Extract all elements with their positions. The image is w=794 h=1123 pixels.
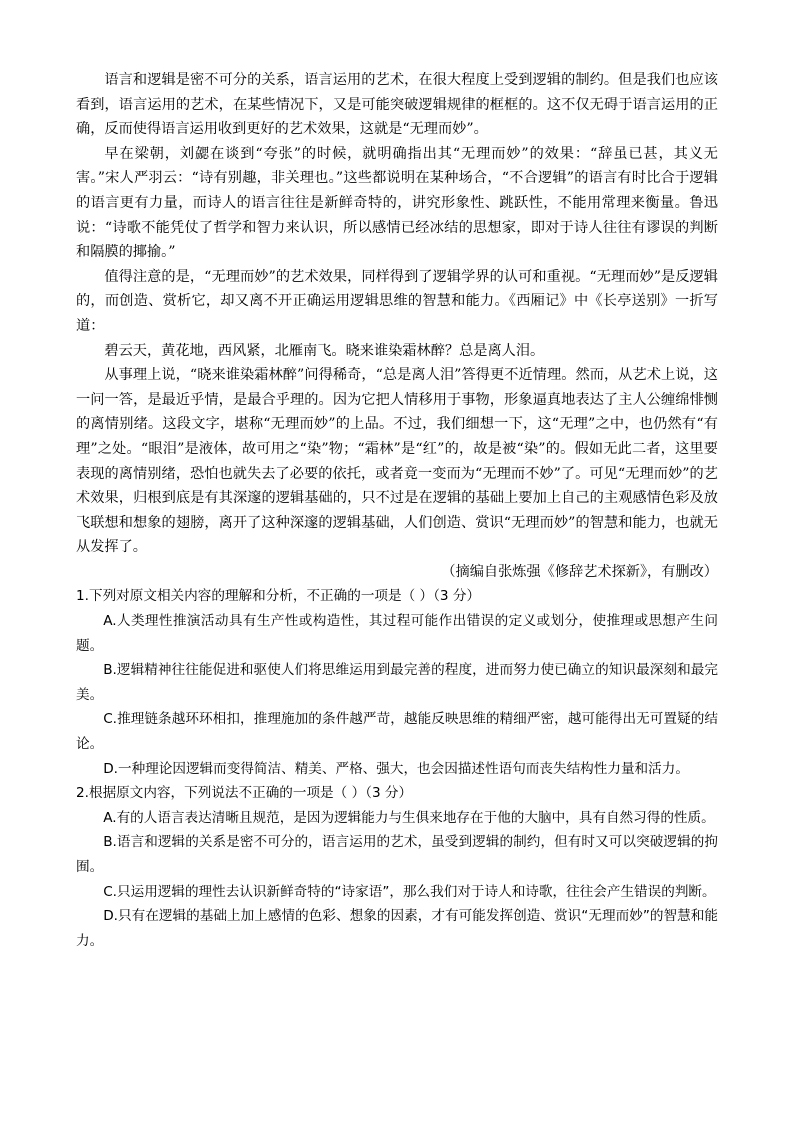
option-a: A.有的人语言表达清晰且规范，是因为逻辑能力与生俱来地存在于他的大脑中，具有自然习得的性质。	[103, 809, 715, 826]
source-citation: （摘编自张炼强《修辞艺术探新》，有删改）	[441, 563, 718, 580]
question-1	[76, 584, 718, 781]
document-page	[76, 68, 718, 953]
question-stem: 1.下列对原文相关内容的理解和分析，不正确的一项是（ ）（3 分）	[76, 588, 481, 605]
option-c: C.只运用逻辑的理性去认识新鲜奇特的“诗家语”，那么我们对于诗人和诗歌，往往会产生错误的判断。	[103, 883, 716, 900]
question-2	[76, 781, 718, 953]
question-stem: 2.根据原文内容，下列说法不正确的一项是（ ）（3 分）	[76, 785, 413, 802]
option-d: D.只有在逻辑的基础上加上感情的色彩、想象的因素，才有可能发挥创造、赏识“无理而妙”的智慧和能力。	[76, 908, 718, 949]
passage-paragraph-3: 值得注意的是，“无理而妙”的艺术效果，同样得到了逻辑学界的认可和重视。“无理而妙”是反逻辑的，而创造、赏析它，却又离不开正确运用逻辑思维的智慧和能力。《西厢记》中《长亭送别》一折写道：	[76, 268, 718, 334]
passage-paragraph-1: 语言和逻辑是密不可分的关系，语言运用的艺术，在很大程度上受到逻辑的制约。但是我们也应该看到，语言运用的艺术，在某些情况下，又是可能突破逻辑规律的框框的。这不仅无碍于语言运用的正确，反而使得语言运用收到更好的艺术效果，这就是“无理而妙”。	[76, 72, 718, 138]
option-b: B.逻辑精神往往能促进和驱使人们将思维运用到最完善的程度，进而努力使已确立的知识最深刻和最完美。	[76, 662, 718, 703]
option-b: B.语言和逻辑的关系是密不可分的，语言运用的艺术，虽受到逻辑的制约，但有时又可以突破逻辑的拘囿。	[76, 834, 718, 875]
option-c: C.推理链条越环环相扣，推理施加的条件越严苛，越能反映思维的精细严密，越可能得出无可置疑的结论。	[76, 711, 718, 753]
option-d: D.一种理论因逻辑而变得简洁、精美、严格、强大，也会因描述性语句而丧失结构性力量和活力。	[103, 760, 689, 777]
passage-paragraph-2: 早在梁朝，刘勰在谈到“夸张”的时候，就明确指出其“无理而妙”的效果：“辞虽已甚，其义无害。”宋人严羽云：“诗有别趣，非关理也。”这些都说明在某种场合，“不合逻辑”的语言有时比合于逻辑的语言更有力量，而诗人的语言往往是新鲜奇特的，讲究形象性、跳跃性，不能用常理来衡量。鲁迅说：“诗歌不能凭仗了哲学和智力来认识，所以感情已经冰结的思想家，即对于诗人往往有谬误的判断和隔膜的揶揄。”	[76, 145, 718, 261]
poem-quote: 碧云天，黄花地，西风紧，北雁南飞。晓来谁染霜林醉？总是离人泪。	[104, 342, 545, 359]
option-a: A.人类理性推演活动具有生产性或构造性，其过程可能作出错误的定义或划分，使推理或思想产生问题。	[76, 613, 718, 654]
passage-paragraph-5: 从事理上说，“晓来谁染霜林醉”问得稀奇，“总是离人泪”答得更不近情理。然而，从艺术上说，这一问一答，是最近乎情，是最合乎理的。因为它把人情移用于事物，形象逼真地表达了主人公缠绵悱恻的离情别绪。这段文字，堪称“无理而妙”的上品。不过，我们细想一下，这“无理”之中，也仍然有“有理”之处。“眼泪”是液体，故可用之“染”物；“霜林”是“红”的，故是被“染”的。假如无此二者，这里要表现的离情别绪，恐怕也就失去了必要的依托，或者竟一变而为“无理而不妙”了。可见“无理而妙”的艺术效果，归根到底是有其深邃的逻辑基础的，只不过是在逻辑的基础上要加上自己的主观感情色彩及放飞联想和想象的翅膀，离开了这种深邃的逻辑基础，人们创造、赏识“无理而妙”的智慧和能力，也就无从发挥了。	[76, 367, 718, 556]
